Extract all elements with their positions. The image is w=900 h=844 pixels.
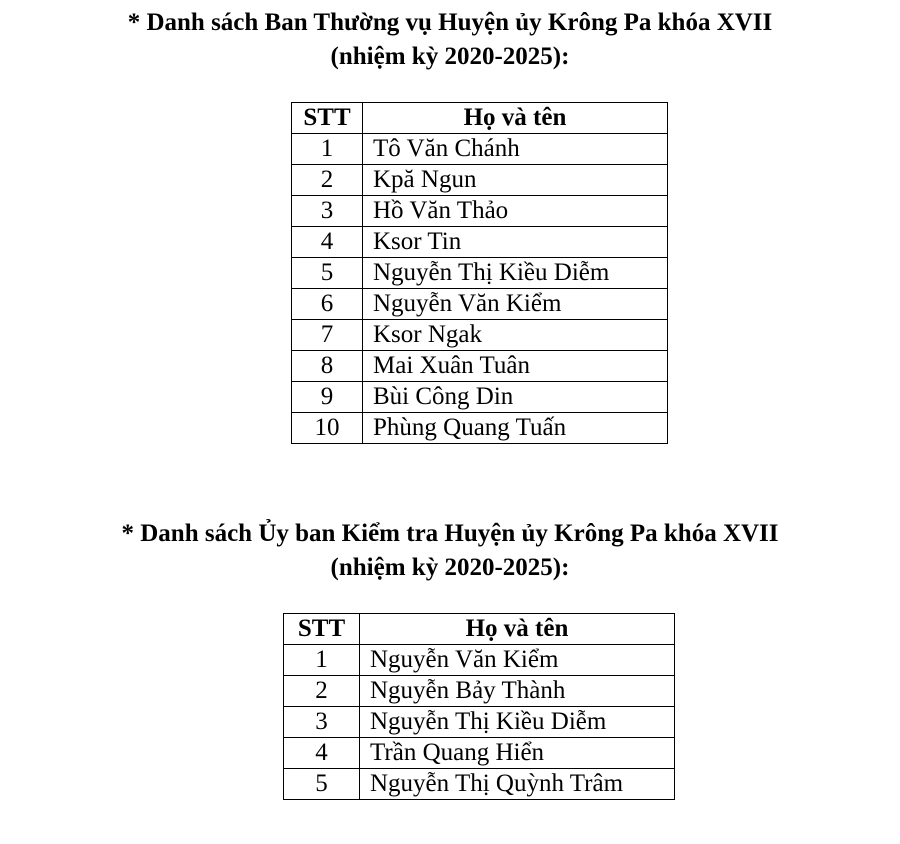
stt-cell: 6 bbox=[292, 289, 363, 320]
table-row bbox=[284, 769, 675, 800]
stt-cell: 1 bbox=[284, 645, 360, 676]
name-cell: Ksor Tin bbox=[363, 227, 668, 258]
stt-cell: 2 bbox=[292, 165, 363, 196]
name-cell: Nguyễn Bảy Thành bbox=[360, 676, 675, 707]
name-cell: Ksor Ngak bbox=[363, 320, 668, 351]
name-cell: Trần Quang Hiển bbox=[360, 738, 675, 769]
stt-cell: 4 bbox=[292, 227, 363, 258]
standing-committee-title-line1: * Danh sách Ban Thường vụ Huyện ủy Krông Pa khóa XVII bbox=[127, 9, 773, 36]
stt-cell: 2 bbox=[284, 676, 360, 707]
name-cell: Tô Văn Chánh bbox=[363, 134, 668, 165]
table-row bbox=[284, 645, 675, 676]
table-row bbox=[292, 227, 668, 258]
stt-cell: 4 bbox=[284, 738, 360, 769]
name-header: Họ và tên bbox=[363, 103, 668, 134]
name-cell: Bùi Công Din bbox=[363, 382, 668, 413]
inspection-committee-table bbox=[283, 613, 675, 800]
table-row bbox=[292, 413, 668, 444]
stt-cell: 7 bbox=[292, 320, 363, 351]
table-row bbox=[292, 289, 668, 320]
name-cell: Nguyễn Thị Quỳnh Trâm bbox=[360, 769, 675, 800]
name-header: Họ và tên bbox=[360, 614, 675, 645]
inspection-committee-title-line2: (nhiệm kỳ 2020-2025): bbox=[330, 554, 570, 581]
name-cell: Hồ Văn Thảo bbox=[363, 196, 668, 227]
table-row bbox=[292, 320, 668, 351]
table-header-row bbox=[284, 614, 675, 645]
stt-cell: 5 bbox=[292, 258, 363, 289]
stt-header: STT bbox=[284, 614, 360, 645]
name-cell: Phùng Quang Tuấn bbox=[363, 413, 668, 444]
stt-cell: 1 bbox=[292, 134, 363, 165]
table-row bbox=[292, 134, 668, 165]
table-row bbox=[284, 738, 675, 769]
table-row bbox=[292, 196, 668, 227]
table-row bbox=[292, 258, 668, 289]
name-cell: Mai Xuân Tuân bbox=[363, 351, 668, 382]
table-row bbox=[284, 676, 675, 707]
inspection-committee-title-line1: * Danh sách Ủy ban Kiểm tra Huyện ủy Krông Pa khóa XVII bbox=[121, 520, 779, 547]
table-row bbox=[292, 165, 668, 196]
stt-cell: 3 bbox=[284, 707, 360, 738]
name-cell: Nguyễn Thị Kiều Diễm bbox=[360, 707, 675, 738]
stt-cell: 9 bbox=[292, 382, 363, 413]
table-header-row bbox=[292, 103, 668, 134]
name-cell: Nguyễn Thị Kiều Diễm bbox=[363, 258, 668, 289]
standing-committee-table bbox=[291, 102, 668, 444]
stt-cell: 8 bbox=[292, 351, 363, 382]
standing-committee-title bbox=[0, 6, 900, 74]
name-cell: Kpă Ngun bbox=[363, 165, 668, 196]
stt-cell: 3 bbox=[292, 196, 363, 227]
stt-cell: 5 bbox=[284, 769, 360, 800]
table-row bbox=[292, 382, 668, 413]
standing-committee-title-line2: (nhiệm kỳ 2020-2025): bbox=[330, 43, 570, 70]
stt-cell: 10 bbox=[292, 413, 363, 444]
name-cell: Nguyễn Văn Kiểm bbox=[360, 645, 675, 676]
name-cell: Nguyễn Văn Kiểm bbox=[363, 289, 668, 320]
inspection-committee-title bbox=[0, 517, 900, 585]
table-row bbox=[292, 351, 668, 382]
stt-header: STT bbox=[292, 103, 363, 134]
table-row bbox=[284, 707, 675, 738]
